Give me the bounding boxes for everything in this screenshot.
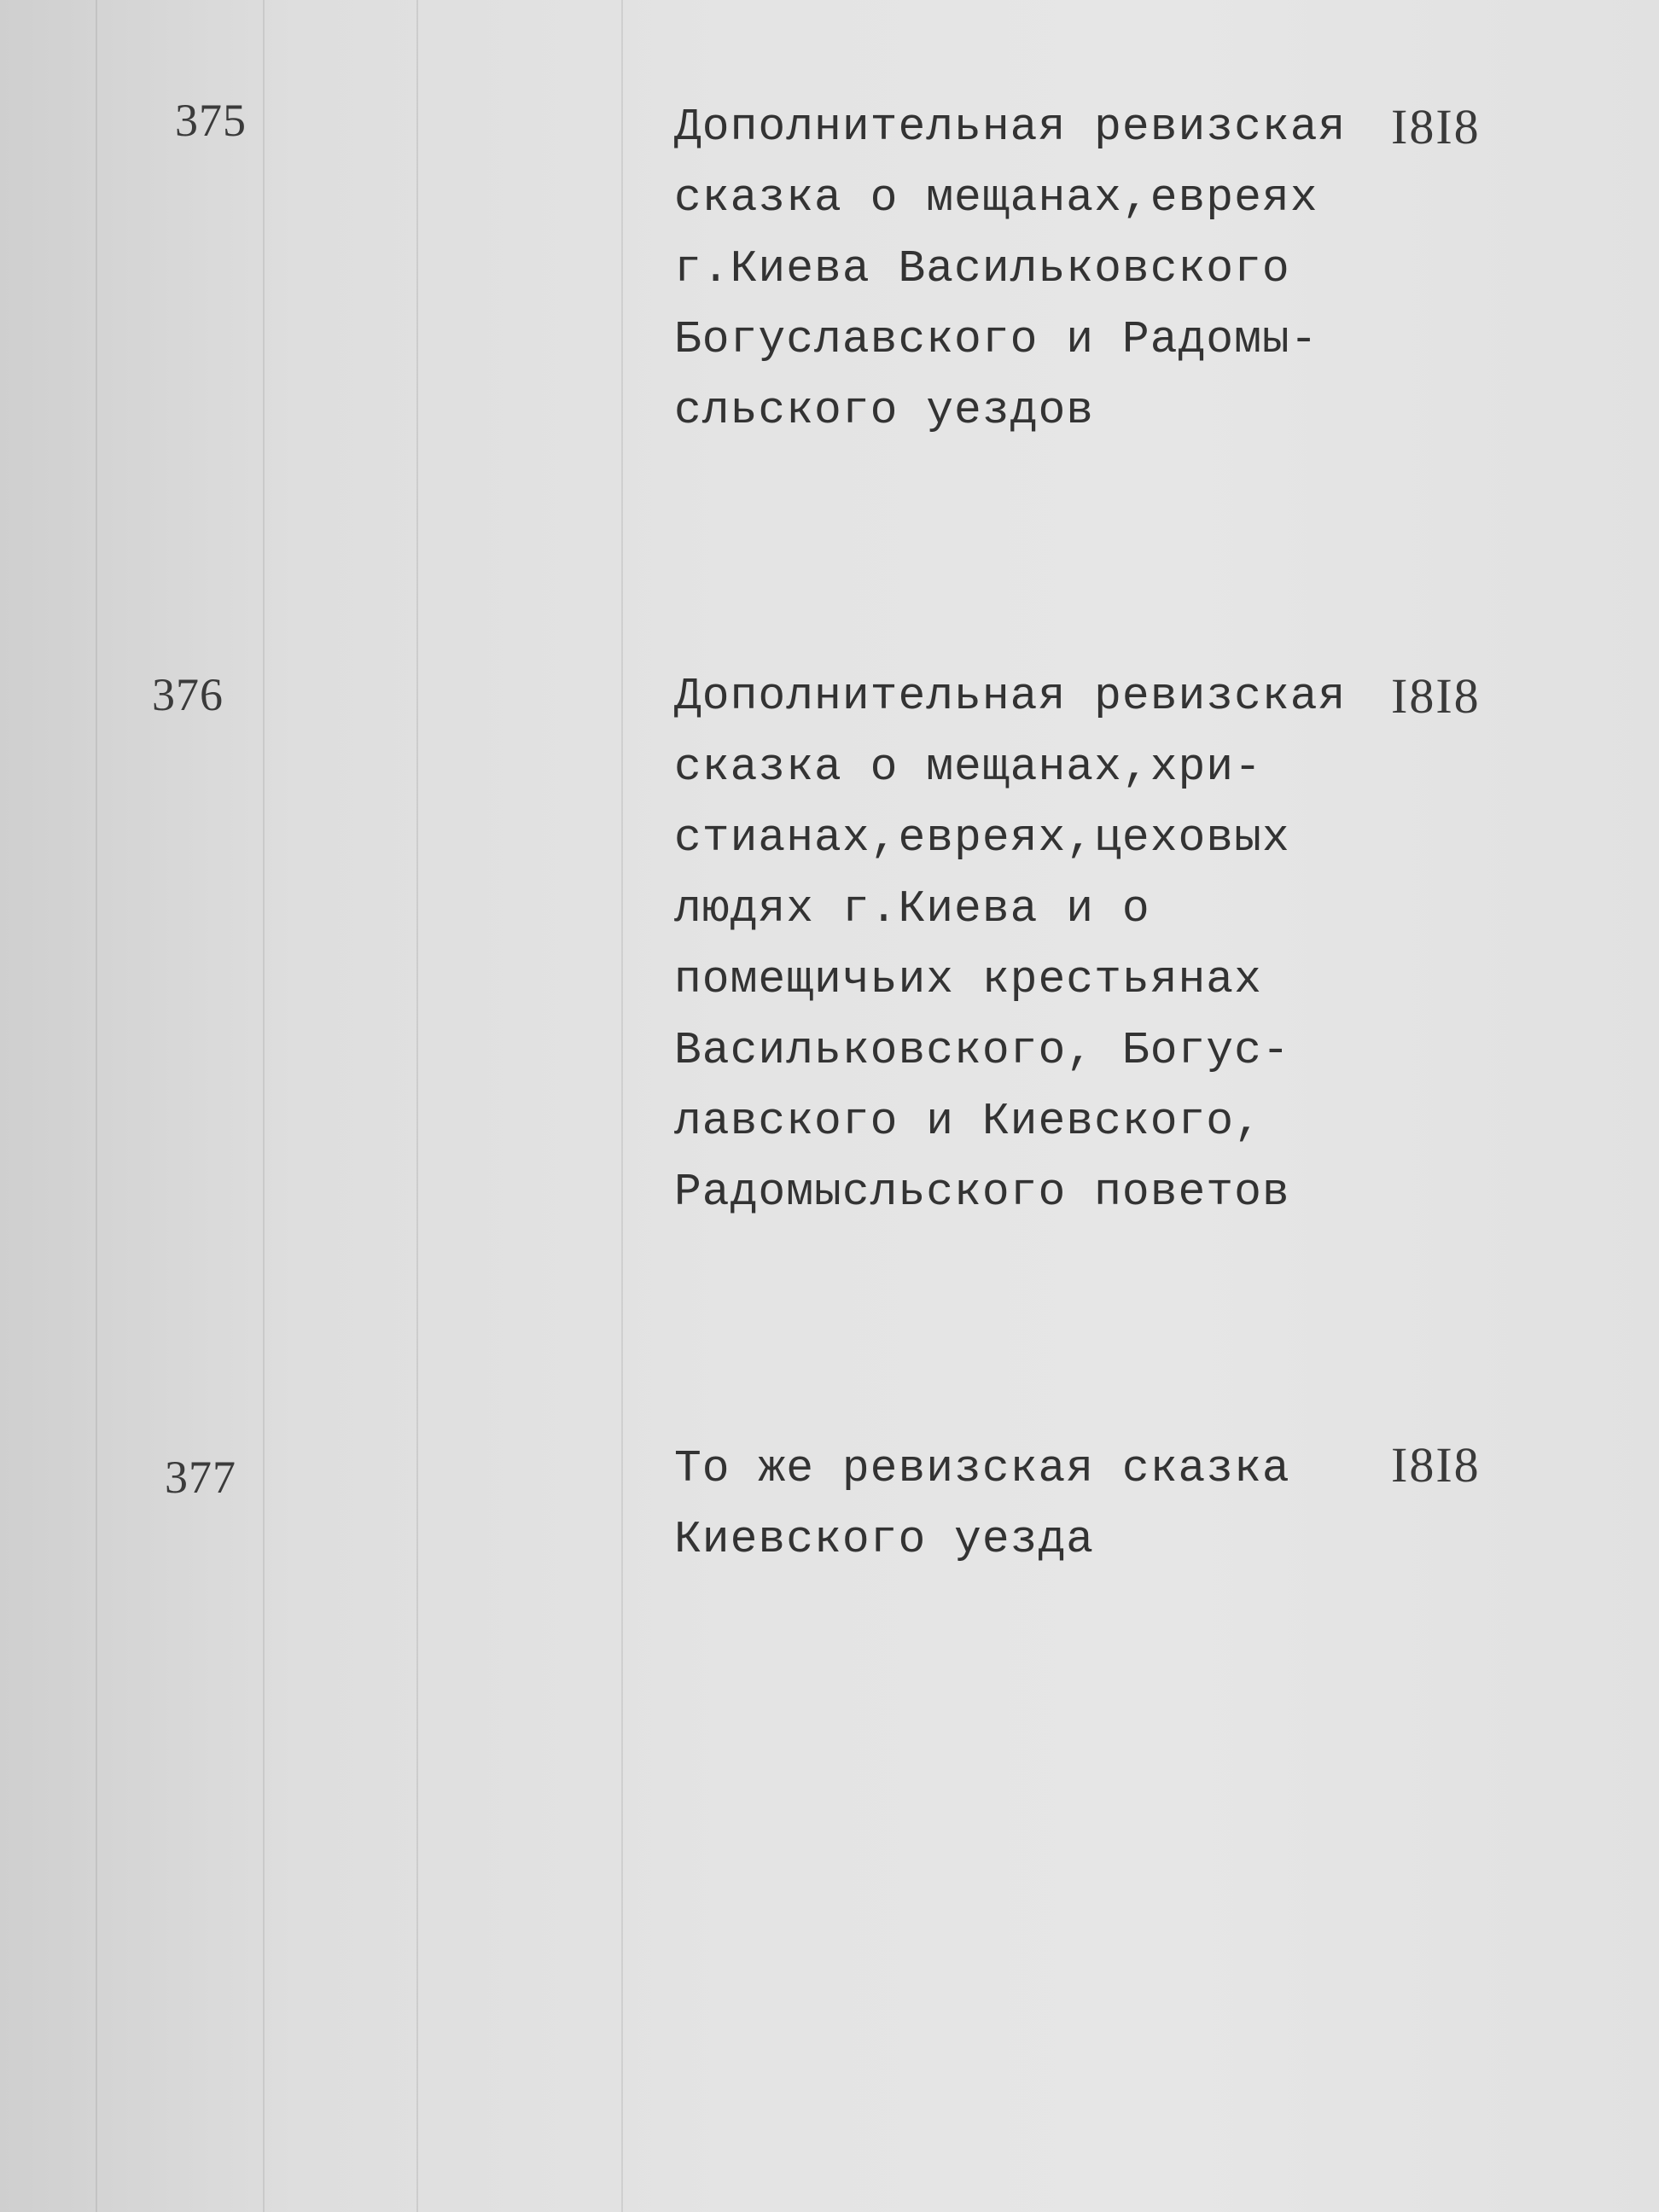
description-line: Дополнительная ревизская [674, 671, 1347, 722]
entry-year: I8I8 [1391, 668, 1481, 724]
description-line: сказка о мещанах,хри- [674, 742, 1262, 793]
margin-rule [416, 0, 418, 2212]
description-line: То же ревизская сказка [674, 1443, 1290, 1494]
description-line: Богуславского и Радомы- [674, 314, 1318, 365]
description-line: людях г.Киева и о [674, 883, 1150, 934]
entry-description [674, 1434, 1357, 1575]
entry-number: 377 [165, 1452, 236, 1503]
entry-year: I8I8 [1391, 1437, 1481, 1493]
description-line: Дополнительная ревизская [674, 102, 1347, 153]
description-line: Радомысльского поветов [674, 1167, 1290, 1218]
entry-description [674, 661, 1357, 1228]
description-line: лавского и Киевского, [674, 1096, 1262, 1147]
description-line: г.Киева Васильковского [674, 243, 1290, 294]
entry-description [674, 92, 1357, 446]
entry-year: I8I8 [1391, 99, 1481, 154]
description-line: Васильковского, Богус- [674, 1025, 1290, 1076]
margin-rule [96, 0, 97, 2212]
margin-rule [621, 0, 623, 2212]
entry-number: 376 [152, 669, 224, 720]
description-line: Киевского уезда [674, 1514, 1095, 1565]
margin-rule [263, 0, 265, 2212]
description-line: помещичьих крестьянах [674, 954, 1262, 1005]
description-line: сльского уездов [674, 385, 1095, 436]
description-line: сказка о мещанах,евреях [674, 172, 1318, 224]
entry-number: 375 [175, 95, 247, 146]
description-line: стианах,евреях,цеховых [674, 812, 1290, 864]
